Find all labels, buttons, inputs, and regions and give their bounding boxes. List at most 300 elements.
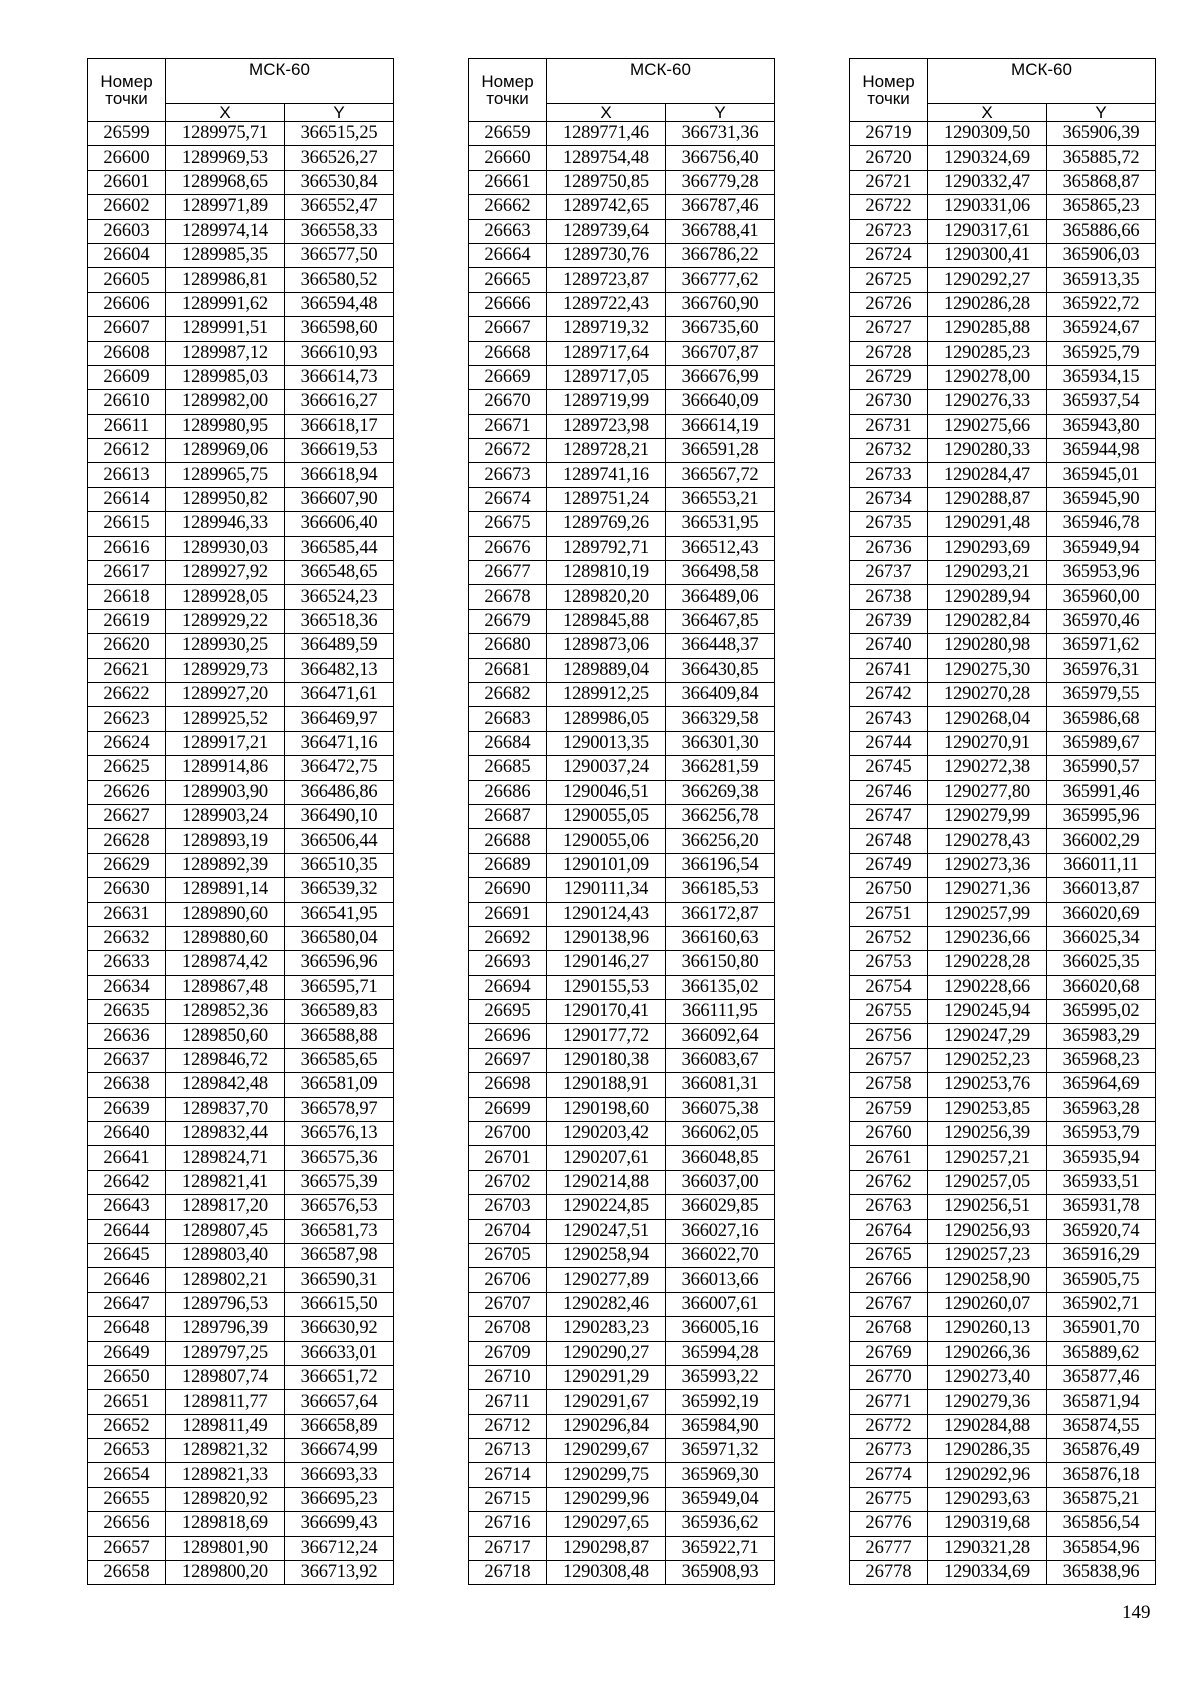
- y-coordinate-cell: 366518,36: [285, 609, 394, 633]
- table-row: [88, 1536, 394, 1560]
- y-coordinate-cell: 365933,51: [1047, 1170, 1156, 1194]
- point-number-cell: 26698: [469, 1073, 547, 1097]
- table-row: [850, 1170, 1156, 1194]
- x-coordinate-cell: 1290257,23: [928, 1243, 1047, 1267]
- y-coordinate-cell: 365945,01: [1047, 463, 1156, 487]
- x-coordinate-cell: 1289811,49: [166, 1414, 285, 1438]
- y-coordinate-cell: 365969,30: [666, 1463, 775, 1487]
- table-row: [469, 439, 775, 463]
- x-coordinate-cell: 1289892,39: [166, 853, 285, 877]
- y-coordinate-cell: 366510,35: [285, 853, 394, 877]
- x-coordinate-cell: 1289912,25: [547, 682, 666, 706]
- table-row: [850, 1487, 1156, 1511]
- x-coordinate-cell: 1290290,27: [547, 1341, 666, 1365]
- point-number-cell: 26670: [469, 390, 547, 414]
- table-row: [88, 1122, 394, 1146]
- point-number-cell: 26673: [469, 463, 547, 487]
- point-number-cell: 26703: [469, 1195, 547, 1219]
- table-row: [850, 634, 1156, 658]
- x-coordinate-cell: 1290319,68: [928, 1512, 1047, 1536]
- table-row: [850, 853, 1156, 877]
- table-row: [88, 609, 394, 633]
- x-coordinate-cell: 1289739,64: [547, 219, 666, 243]
- table-row: [469, 756, 775, 780]
- y-coordinate-cell: 366011,11: [1047, 853, 1156, 877]
- point-number-cell: 26701: [469, 1146, 547, 1170]
- y-coordinate-cell: 365885,72: [1047, 146, 1156, 170]
- table-row: [469, 195, 775, 219]
- page-number: 149: [1122, 1602, 1151, 1623]
- point-number-cell: 26619: [88, 609, 166, 633]
- table-row: [88, 1414, 394, 1438]
- table-row: [469, 292, 775, 316]
- point-number-cell: 26778: [850, 1561, 928, 1585]
- y-coordinate-cell: 366013,87: [1047, 878, 1156, 902]
- table-row: [88, 1561, 394, 1585]
- y-coordinate-cell: 366581,09: [285, 1073, 394, 1097]
- x-coordinate-cell: 1290256,51: [928, 1195, 1047, 1219]
- y-coordinate-cell: 365986,68: [1047, 707, 1156, 731]
- y-coordinate-cell: 365953,96: [1047, 561, 1156, 585]
- point-number-cell: 26756: [850, 1024, 928, 1048]
- y-coordinate-cell: 366548,65: [285, 561, 394, 585]
- point-number-cell: 26672: [469, 439, 547, 463]
- point-number-cell: 26675: [469, 512, 547, 536]
- table-row: [88, 317, 394, 341]
- table-row: [88, 1390, 394, 1414]
- x-coordinate-cell: 1290285,23: [928, 341, 1047, 365]
- table-row: [469, 1195, 775, 1219]
- y-coordinate-cell: 365990,57: [1047, 756, 1156, 780]
- x-coordinate-cell: 1290111,34: [547, 878, 666, 902]
- y-coordinate-cell: 365902,71: [1047, 1292, 1156, 1316]
- table-row: [88, 1146, 394, 1170]
- table-row: [469, 1219, 775, 1243]
- y-coordinate-cell: 365931,78: [1047, 1195, 1156, 1219]
- x-coordinate-cell: 1289722,43: [547, 292, 666, 316]
- y-coordinate-cell: 366524,23: [285, 585, 394, 609]
- table-row: [88, 195, 394, 219]
- table-row: [469, 707, 775, 731]
- x-coordinate-cell: 1289873,06: [547, 634, 666, 658]
- y-coordinate-cell: 366329,58: [666, 707, 775, 731]
- table-row: [850, 1463, 1156, 1487]
- table-row: [469, 390, 775, 414]
- table-row: [850, 317, 1156, 341]
- table-row: [850, 1268, 1156, 1292]
- x-coordinate-cell: 1290289,94: [928, 585, 1047, 609]
- table-row: [850, 609, 1156, 633]
- y-coordinate-cell: 366469,97: [285, 707, 394, 731]
- x-coordinate-cell: 1290276,33: [928, 390, 1047, 414]
- y-coordinate-cell: 366699,43: [285, 1512, 394, 1536]
- x-coordinate-cell: 1289754,48: [547, 146, 666, 170]
- point-number-cell: 26713: [469, 1439, 547, 1463]
- y-coordinate-cell: 366150,80: [666, 951, 775, 975]
- point-number-cell: 26770: [850, 1365, 928, 1389]
- point-number-cell: 26641: [88, 1146, 166, 1170]
- point-number-cell: 26766: [850, 1268, 928, 1292]
- point-number-cell: 26744: [850, 731, 928, 755]
- x-coordinate-cell: 1289821,32: [166, 1439, 285, 1463]
- point-number-cell: 26602: [88, 195, 166, 219]
- y-coordinate-cell: 366581,73: [285, 1219, 394, 1243]
- y-coordinate-cell: 366735,60: [666, 317, 775, 341]
- table-row: [88, 439, 394, 463]
- table-row: [469, 975, 775, 999]
- table-row: [88, 1170, 394, 1194]
- x-coordinate-cell: 1289810,19: [547, 561, 666, 585]
- x-coordinate-cell: 1289801,90: [166, 1536, 285, 1560]
- y-coordinate-cell: 366674,99: [285, 1439, 394, 1463]
- point-number-cell: 26733: [850, 463, 928, 487]
- x-coordinate-cell: 1289893,19: [166, 829, 285, 853]
- x-coordinate-cell: 1289965,75: [166, 463, 285, 487]
- table-row: [469, 1122, 775, 1146]
- point-number-cell: 26623: [88, 707, 166, 731]
- table-row: [850, 829, 1156, 853]
- table-row: [850, 487, 1156, 511]
- y-coordinate-cell: 366786,22: [666, 243, 775, 267]
- x-coordinate-cell: 1289930,25: [166, 634, 285, 658]
- table-row: [88, 243, 394, 267]
- table-row: [850, 1536, 1156, 1560]
- table-row: [469, 1170, 775, 1194]
- table-row: [850, 1317, 1156, 1341]
- x-column-header: X: [928, 104, 1047, 122]
- coordinate-system-header: МСК-60: [928, 59, 1156, 104]
- y-coordinate-cell: 366731,36: [666, 122, 775, 146]
- table-row: [469, 1243, 775, 1267]
- table-row: [850, 170, 1156, 194]
- x-coordinate-cell: 1289717,05: [547, 365, 666, 389]
- point-number-cell: 26736: [850, 536, 928, 560]
- point-number-cell: 26661: [469, 170, 547, 194]
- table-row: [88, 170, 394, 194]
- point-number-cell: 26758: [850, 1073, 928, 1097]
- table-row: [850, 1097, 1156, 1121]
- y-coordinate-cell: 366590,31: [285, 1268, 394, 1292]
- y-coordinate-cell: 366489,06: [666, 585, 775, 609]
- point-number-cell: 26740: [850, 634, 928, 658]
- y-coordinate-cell: 365920,74: [1047, 1219, 1156, 1243]
- point-number-cell: 26663: [469, 219, 547, 243]
- y-coordinate-cell: 366640,09: [666, 390, 775, 414]
- table-row: [850, 1561, 1156, 1585]
- table-body: [469, 122, 775, 1585]
- x-coordinate-cell: 1289946,33: [166, 512, 285, 536]
- x-coordinate-cell: 1289730,76: [547, 243, 666, 267]
- y-coordinate-cell: 366788,41: [666, 219, 775, 243]
- x-coordinate-cell: 1290055,06: [547, 829, 666, 853]
- y-coordinate-cell: 366526,27: [285, 146, 394, 170]
- table-row: [850, 1341, 1156, 1365]
- x-coordinate-cell: 1290286,28: [928, 292, 1047, 316]
- table-row: [469, 853, 775, 877]
- x-coordinate-cell: 1290188,91: [547, 1073, 666, 1097]
- coordinate-system-header: МСК-60: [547, 59, 775, 104]
- y-coordinate-cell: 366657,64: [285, 1390, 394, 1414]
- y-coordinate-cell: 366111,95: [666, 1000, 775, 1024]
- table-row: [88, 1487, 394, 1511]
- x-coordinate-cell: 1290155,53: [547, 975, 666, 999]
- table-row: [850, 195, 1156, 219]
- table-row: [850, 243, 1156, 267]
- table-row: [469, 1097, 775, 1121]
- y-coordinate-cell: 365874,55: [1047, 1414, 1156, 1438]
- point-number-cell: 26600: [88, 146, 166, 170]
- x-coordinate-cell: 1290279,99: [928, 804, 1047, 828]
- x-coordinate-cell: 1289807,74: [166, 1365, 285, 1389]
- x-coordinate-cell: 1289986,05: [547, 707, 666, 731]
- x-coordinate-cell: 1290293,69: [928, 536, 1047, 560]
- y-coordinate-cell: 365925,79: [1047, 341, 1156, 365]
- x-coordinate-cell: 1289723,87: [547, 268, 666, 292]
- y-coordinate-cell: 366779,28: [666, 170, 775, 194]
- table-row: [469, 1317, 775, 1341]
- x-coordinate-cell: 1290296,84: [547, 1414, 666, 1438]
- table-row: [469, 804, 775, 828]
- y-coordinate-cell: 366607,90: [285, 487, 394, 511]
- point-number-cell: 26644: [88, 1219, 166, 1243]
- table-row: [88, 341, 394, 365]
- table-row: [88, 878, 394, 902]
- y-coordinate-cell: 366553,21: [666, 487, 775, 511]
- table-row: [88, 463, 394, 487]
- table-row: [88, 1365, 394, 1389]
- y-coordinate-cell: 365936,62: [666, 1512, 775, 1536]
- table-row: [850, 1243, 1156, 1267]
- x-coordinate-cell: 1289821,33: [166, 1463, 285, 1487]
- table-row: [850, 512, 1156, 536]
- table-row: [850, 707, 1156, 731]
- x-coordinate-cell: 1289927,20: [166, 682, 285, 706]
- y-coordinate-cell: 365992,19: [666, 1390, 775, 1414]
- point-number-cell: 26706: [469, 1268, 547, 1292]
- table-row: [469, 1000, 775, 1024]
- x-coordinate-cell: 1290308,48: [547, 1561, 666, 1585]
- y-coordinate-cell: 366575,36: [285, 1146, 394, 1170]
- table-row: [469, 1463, 775, 1487]
- x-coordinate-cell: 1289986,81: [166, 268, 285, 292]
- x-coordinate-cell: 1290278,00: [928, 365, 1047, 389]
- x-coordinate-cell: 1289850,60: [166, 1024, 285, 1048]
- point-number-cell: 26741: [850, 658, 928, 682]
- x-coordinate-cell: 1289771,46: [547, 122, 666, 146]
- point-number-cell: 26719: [850, 122, 928, 146]
- y-coordinate-cell: 365994,28: [666, 1341, 775, 1365]
- point-number-cell: 26653: [88, 1439, 166, 1463]
- x-coordinate-cell: 1290046,51: [547, 780, 666, 804]
- table-row: [88, 561, 394, 585]
- y-coordinate-cell: 365984,90: [666, 1414, 775, 1438]
- point-number-cell: 26734: [850, 487, 928, 511]
- point-number-cell: 26708: [469, 1317, 547, 1341]
- point-number-cell: 26691: [469, 902, 547, 926]
- point-number-cell: 26715: [469, 1487, 547, 1511]
- y-coordinate-cell: 366713,92: [285, 1561, 394, 1585]
- x-coordinate-cell: 1289991,51: [166, 317, 285, 341]
- x-coordinate-cell: 1289750,85: [547, 170, 666, 194]
- point-number-cell: 26622: [88, 682, 166, 706]
- y-coordinate-cell: 365876,18: [1047, 1463, 1156, 1487]
- point-number-cell: 26745: [850, 756, 928, 780]
- y-coordinate-cell: 365871,94: [1047, 1390, 1156, 1414]
- point-number-cell: 26757: [850, 1048, 928, 1072]
- table-row: [850, 1195, 1156, 1219]
- table-row: [850, 1219, 1156, 1243]
- x-coordinate-cell: 1289820,20: [547, 585, 666, 609]
- x-coordinate-cell: 1289969,06: [166, 439, 285, 463]
- x-coordinate-cell: 1290266,36: [928, 1341, 1047, 1365]
- table-row: [469, 219, 775, 243]
- x-coordinate-cell: 1289985,35: [166, 243, 285, 267]
- x-coordinate-cell: 1289929,73: [166, 658, 285, 682]
- table-row: [469, 243, 775, 267]
- point-number-cell: 26677: [469, 561, 547, 585]
- y-coordinate-cell: 366580,52: [285, 268, 394, 292]
- x-coordinate-cell: 1290253,76: [928, 1073, 1047, 1097]
- point-number-cell: 26630: [88, 878, 166, 902]
- point-number-cell: 26648: [88, 1317, 166, 1341]
- y-coordinate-cell: 366606,40: [285, 512, 394, 536]
- table-row: [469, 780, 775, 804]
- y-coordinate-cell: 365924,67: [1047, 317, 1156, 341]
- x-coordinate-cell: 1290299,67: [547, 1439, 666, 1463]
- x-coordinate-cell: 1289741,16: [547, 463, 666, 487]
- x-coordinate-cell: 1289820,92: [166, 1487, 285, 1511]
- table-row: [850, 536, 1156, 560]
- x-coordinate-cell: 1290282,46: [547, 1292, 666, 1316]
- table-row: [88, 731, 394, 755]
- y-coordinate-cell: 366083,67: [666, 1048, 775, 1072]
- point-number-cell: 26621: [88, 658, 166, 682]
- y-coordinate-cell: 365856,54: [1047, 1512, 1156, 1536]
- x-coordinate-cell: 1290268,04: [928, 707, 1047, 731]
- x-coordinate-cell: 1290257,05: [928, 1170, 1047, 1194]
- y-coordinate-cell: 366512,43: [666, 536, 775, 560]
- x-coordinate-cell: 1289818,69: [166, 1512, 285, 1536]
- point-number-cell: 26613: [88, 463, 166, 487]
- table-row: [850, 731, 1156, 755]
- point-number-cell: 26705: [469, 1243, 547, 1267]
- point-number-cell: 26693: [469, 951, 547, 975]
- table-row: [850, 1000, 1156, 1024]
- table-row: [469, 1561, 775, 1585]
- point-number-cell: 26654: [88, 1463, 166, 1487]
- table-row: [850, 1365, 1156, 1389]
- point-number-cell: 26605: [88, 268, 166, 292]
- point-number-cell: 26720: [850, 146, 928, 170]
- point-number-cell: 26688: [469, 829, 547, 853]
- x-coordinate-cell: 1289846,72: [166, 1048, 285, 1072]
- point-number-cell: 26692: [469, 926, 547, 950]
- point-number-cell: 26747: [850, 804, 928, 828]
- table-row: [850, 756, 1156, 780]
- x-coordinate-cell: 1290236,66: [928, 926, 1047, 950]
- y-coordinate-cell: 366448,37: [666, 634, 775, 658]
- table-row: [88, 414, 394, 438]
- y-coordinate-cell: 366007,61: [666, 1292, 775, 1316]
- y-coordinate-cell: 366676,99: [666, 365, 775, 389]
- table-row: [88, 268, 394, 292]
- x-coordinate-cell: 1290293,63: [928, 1487, 1047, 1511]
- point-number-cell: 26610: [88, 390, 166, 414]
- table-row: [850, 878, 1156, 902]
- point-number-cell: 26746: [850, 780, 928, 804]
- y-coordinate-cell: 365989,67: [1047, 731, 1156, 755]
- y-coordinate-cell: 365922,72: [1047, 292, 1156, 316]
- point-number-cell: 26666: [469, 292, 547, 316]
- x-column-header: X: [166, 104, 285, 122]
- x-coordinate-cell: 1290324,69: [928, 146, 1047, 170]
- table-row: [850, 365, 1156, 389]
- x-coordinate-cell: 1290272,38: [928, 756, 1047, 780]
- point-number-cell: 26729: [850, 365, 928, 389]
- y-coordinate-cell: 366048,85: [666, 1146, 775, 1170]
- x-coordinate-cell: 1290228,28: [928, 951, 1047, 975]
- y-coordinate-cell: 366616,27: [285, 390, 394, 414]
- x-coordinate-cell: 1290224,85: [547, 1195, 666, 1219]
- table-row: [850, 439, 1156, 463]
- point-number-cell: 26608: [88, 341, 166, 365]
- y-coordinate-cell: 365963,28: [1047, 1097, 1156, 1121]
- table-row: [850, 146, 1156, 170]
- point-number-cell: 26683: [469, 707, 547, 731]
- x-coordinate-cell: 1290180,38: [547, 1048, 666, 1072]
- x-coordinate-cell: 1289817,20: [166, 1195, 285, 1219]
- y-coordinate-cell: 366029,85: [666, 1195, 775, 1219]
- point-number-cell: 26743: [850, 707, 928, 731]
- x-coordinate-cell: 1290198,60: [547, 1097, 666, 1121]
- table-row: [88, 390, 394, 414]
- point-number-cell: 26710: [469, 1365, 547, 1389]
- point-number-cell: 26643: [88, 1195, 166, 1219]
- point-number-cell: 26667: [469, 317, 547, 341]
- x-coordinate-cell: 1290283,23: [547, 1317, 666, 1341]
- point-number-cell: 26614: [88, 487, 166, 511]
- x-coordinate-cell: 1289930,03: [166, 536, 285, 560]
- point-number-cell: 26760: [850, 1122, 928, 1146]
- table-row: [469, 731, 775, 755]
- y-coordinate-cell: 366630,92: [285, 1317, 394, 1341]
- table-row: [850, 780, 1156, 804]
- table-row: [850, 1122, 1156, 1146]
- table-row: [850, 1048, 1156, 1072]
- x-coordinate-cell: 1289874,42: [166, 951, 285, 975]
- y-coordinate-cell: 366615,50: [285, 1292, 394, 1316]
- point-number-cell: 26749: [850, 853, 928, 877]
- table-row: [469, 1439, 775, 1463]
- x-coordinate-cell: 1290297,65: [547, 1512, 666, 1536]
- x-coordinate-cell: 1289985,03: [166, 365, 285, 389]
- y-coordinate-cell: 366020,68: [1047, 975, 1156, 999]
- y-coordinate-cell: 365908,93: [666, 1561, 775, 1585]
- table-row: [469, 122, 775, 146]
- y-coordinate-cell: 366594,48: [285, 292, 394, 316]
- point-number-cell: 26724: [850, 243, 928, 267]
- y-coordinate-cell: 366486,86: [285, 780, 394, 804]
- y-coordinate-cell: 366506,44: [285, 829, 394, 853]
- y-coordinate-cell: 365970,46: [1047, 609, 1156, 633]
- x-coordinate-cell: 1289917,21: [166, 731, 285, 755]
- point-number-cell: 26721: [850, 170, 928, 194]
- x-coordinate-cell: 1290247,29: [928, 1024, 1047, 1048]
- y-coordinate-cell: 366618,17: [285, 414, 394, 438]
- table-row: [850, 292, 1156, 316]
- table-row: [469, 561, 775, 585]
- y-coordinate-cell: 365976,31: [1047, 658, 1156, 682]
